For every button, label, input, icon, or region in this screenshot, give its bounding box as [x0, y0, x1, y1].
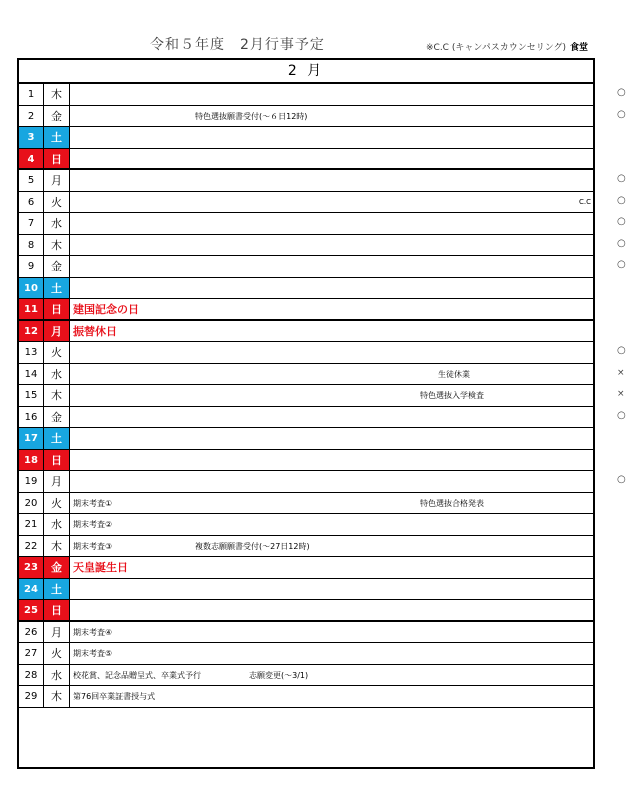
day-row-12: [19, 321, 593, 343]
event-left: 校花賞、記念品贈呈式、卒業式予行: [73, 670, 201, 680]
weekday-label: 日: [44, 600, 70, 620]
day-row-15: [19, 385, 625, 407]
day-number: 7: [19, 213, 44, 234]
cc-legend: ※C.C (キャンパスカウンセリング): [426, 43, 567, 53]
event-left: 期末考査②: [73, 520, 113, 529]
day-row-26: [19, 622, 593, 644]
day-row-4: [19, 149, 593, 171]
day-number: 13: [19, 342, 44, 363]
day-row-2: [19, 106, 626, 128]
day-number: 8: [19, 235, 44, 256]
event-middle: 特色選抜願書受付(～６日12時): [195, 111, 308, 121]
day-number: 14: [19, 364, 44, 385]
cafeteria-open-mark: ○: [617, 216, 626, 227]
month-header: 2 月: [19, 60, 593, 84]
weekday-label: 金: [44, 557, 70, 578]
day-number: 21: [19, 514, 44, 535]
day-row-10: [19, 278, 593, 300]
day-row-25: [19, 600, 593, 622]
weekday-label: 木: [44, 235, 70, 256]
weekday-label: 土: [44, 428, 70, 449]
day-number: 15: [19, 385, 44, 406]
weekday-label: 金: [44, 256, 70, 277]
day-row-29: [19, 686, 593, 708]
day-number: 3: [19, 127, 44, 148]
weekday-label: 水: [44, 364, 70, 385]
weekday-label: 日: [44, 450, 70, 471]
day-number: 20: [19, 493, 44, 514]
event-middle: 志願変更(～3/1): [249, 670, 309, 680]
cafeteria-closed-mark: ×: [617, 389, 625, 399]
day-number: 28: [19, 665, 44, 686]
cafeteria-open-mark: ○: [617, 173, 626, 184]
day-number: 19: [19, 471, 44, 492]
weekday-label: 水: [44, 514, 70, 535]
weekday-label: 木: [44, 686, 70, 707]
cafeteria-open-mark: ○: [617, 345, 626, 356]
weekday-label: 月: [44, 622, 70, 643]
day-row-22: [19, 536, 593, 558]
weekday-label: 火: [44, 192, 70, 213]
day-row-14: [19, 364, 625, 386]
day-number: 24: [19, 579, 44, 600]
event-left: 期末考査④: [73, 627, 113, 637]
holiday-name: 天皇誕生日: [73, 561, 128, 574]
day-number: 29: [19, 686, 44, 707]
day-row-5: [19, 170, 626, 192]
holiday-name: 建国記念の日: [73, 303, 139, 316]
cafeteria-column-header: 食堂: [570, 43, 589, 53]
weekday-label: 木: [44, 84, 70, 105]
day-number: 16: [19, 407, 44, 428]
day-rows: [19, 84, 626, 708]
cafeteria-open-mark: ○: [617, 194, 626, 206]
day-number: 2: [19, 106, 44, 127]
day-row-19: [19, 471, 626, 493]
day-number: 25: [19, 600, 44, 620]
weekday-label: 水: [44, 213, 70, 234]
day-number: 5: [19, 170, 44, 191]
event-middle: 複数志願願書受付(～27日12時): [195, 541, 310, 551]
day-row-21: [19, 514, 593, 536]
cc-marker: C.C: [579, 197, 592, 206]
cafeteria-closed-mark: ×: [617, 367, 625, 378]
weekday-label: 土: [44, 127, 70, 148]
weekday-label: 火: [44, 493, 70, 514]
weekday-label: 月: [44, 170, 70, 191]
day-row-9: [19, 256, 626, 278]
weekday-label: 土: [44, 278, 70, 299]
day-row-28: [19, 665, 593, 687]
day-row-1: [19, 84, 626, 106]
weekday-label: 金: [44, 106, 70, 127]
day-row-20: [19, 493, 593, 515]
day-row-11: [19, 299, 593, 321]
weekday-label: 金: [44, 407, 70, 428]
day-number: 26: [19, 622, 44, 643]
legend-note: [426, 40, 588, 53]
day-number: 22: [19, 536, 44, 557]
cafeteria-open-mark: ○: [617, 259, 626, 270]
weekday-label: 木: [44, 385, 70, 406]
day-row-27: [19, 643, 593, 665]
event-left: 期末考査③: [73, 541, 113, 551]
day-number: 10: [19, 278, 44, 299]
day-row-18: [19, 450, 593, 472]
day-number: 27: [19, 643, 44, 664]
event-left: 第76回卒業証書授与式: [73, 692, 156, 701]
day-number: 18: [19, 450, 44, 471]
weekday-label: 月: [44, 321, 70, 342]
day-number: 12: [19, 321, 44, 342]
day-row-8: [19, 235, 626, 257]
schedule-table: [17, 58, 626, 769]
day-number: 6: [19, 192, 44, 213]
day-row-13: [19, 342, 626, 364]
weekday-label: 土: [44, 579, 70, 600]
day-row-23: [19, 557, 593, 579]
cafeteria-open-mark: ○: [617, 474, 626, 485]
event-right: 特色選抜合格発表: [420, 498, 484, 508]
day-number: 23: [19, 557, 44, 578]
day-row-17: [19, 428, 593, 450]
day-row-16: [19, 407, 626, 429]
weekday-label: 日: [44, 299, 70, 319]
weekday-label: 水: [44, 665, 70, 686]
day-row-3: [19, 127, 593, 149]
cafeteria-open-mark: ○: [617, 108, 626, 120]
day-number: 17: [19, 428, 44, 449]
event-left: 期末考査①: [73, 498, 113, 508]
cafeteria-open-mark: ○: [617, 87, 626, 98]
weekday-label: 木: [44, 536, 70, 557]
day-number: 9: [19, 256, 44, 277]
weekday-label: 火: [44, 342, 70, 363]
cafeteria-open-mark: ○: [617, 409, 626, 421]
day-number: 4: [19, 149, 44, 169]
holiday-name: 振替休日: [73, 324, 117, 338]
page-title: 令和５年度 2月行事予定: [150, 37, 325, 53]
event-right: 特色選抜入学検査: [420, 391, 484, 400]
event-left: 期末考査⑤: [73, 649, 113, 658]
event-right: 生徒休業: [438, 369, 470, 379]
day-number: 11: [19, 299, 44, 319]
day-row-7: [19, 213, 626, 235]
weekday-label: 火: [44, 643, 70, 664]
day-row-24: [19, 579, 593, 601]
cafeteria-open-mark: ○: [617, 237, 626, 249]
day-row-6: [19, 192, 626, 214]
day-number: 1: [19, 84, 44, 105]
weekday-label: 日: [44, 149, 70, 169]
weekday-label: 月: [44, 471, 70, 492]
